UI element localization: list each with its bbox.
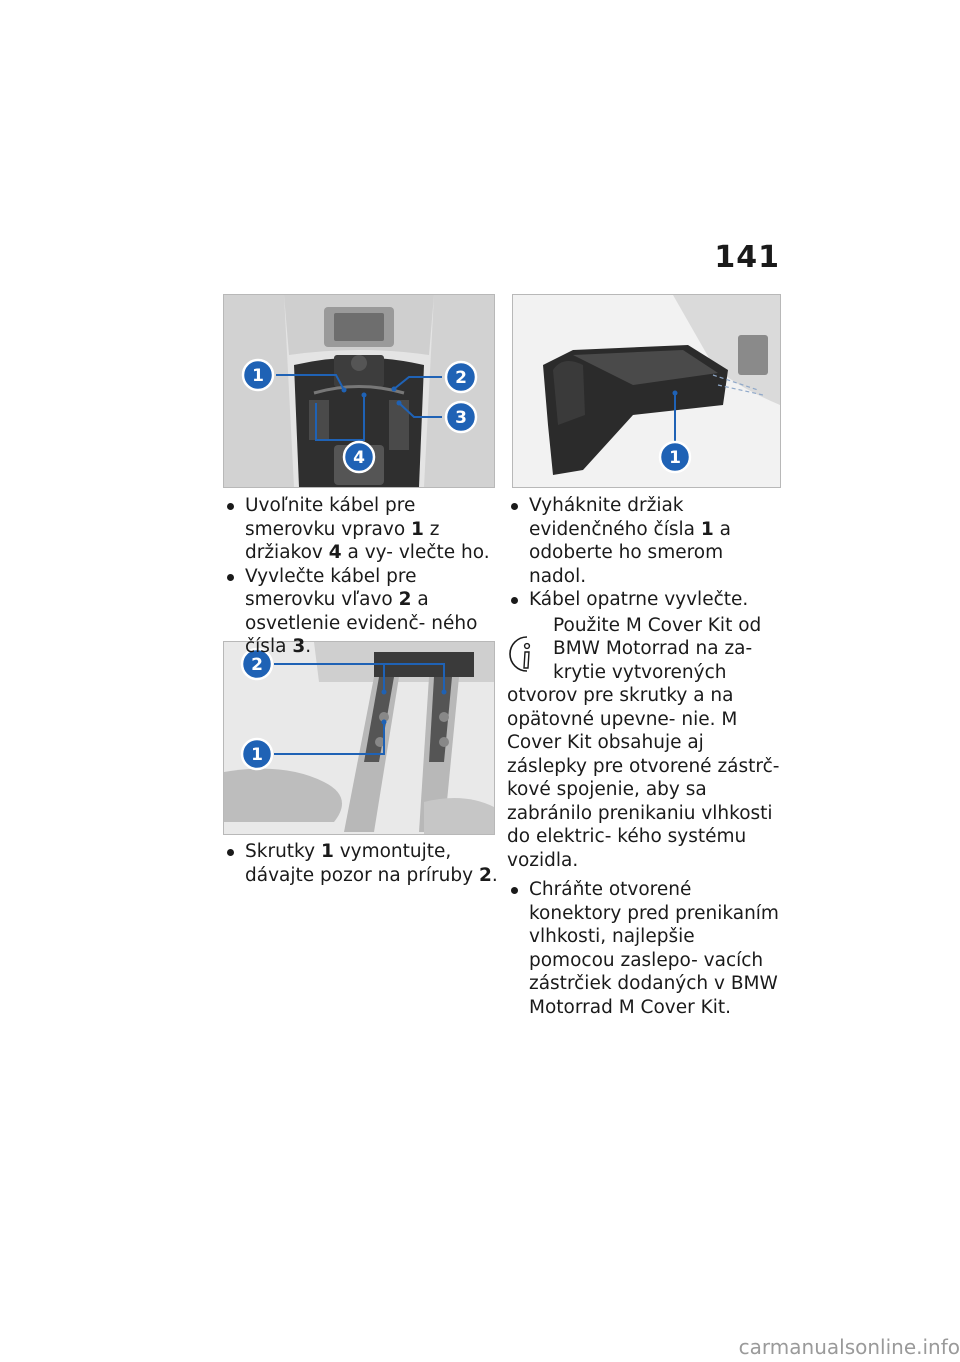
watermark: carmanualsonline.info [738,1335,960,1359]
callout-3 [446,402,476,432]
left-steps-2 [223,840,498,887]
figure-illustration [513,295,780,487]
svg-text:4: 4 [353,448,365,468]
callout-4 [344,442,374,472]
svg-text:1: 1 [251,745,263,765]
step-item: Skrutky 1 vymontujte, dávajte pozor na príruby 2. [223,840,498,887]
callout-1 [660,442,690,472]
note-text: Použite M Cover Kit od BMW Motorrad na za- krytie vytvorených otvorov pre skrutky a na opätovné upevne- nie. M Cover Kit obsahuje aj záslepky pre otvorené zástrč- kové spojenie, aby sa zabránilo prenikaniu vlhkosti do elektric- kého systému vozidla. [507,614,780,871]
right-column [507,494,782,1019]
svg-text:2: 2 [455,368,467,388]
info-icon [507,634,547,680]
svg-text:1: 1 [252,366,264,386]
step-item: Vyvlečte kábel pre smerovku vľavo 2 a osvetlenie evidenč- ného čísla 3. [223,565,498,659]
figure-screws-flanges [223,641,495,835]
svg-text:3: 3 [455,408,467,428]
info-note [507,614,782,873]
step-item: Uvoľnite kábel pre smerovku vpravo 1 z držiakov 4 a vy- vlečte ho. [223,494,498,565]
left-steps-1 [223,494,498,659]
step-item: Vyháknite držiak evidenčného čísla 1 a odoberte ho smerom nadol. [507,494,782,588]
figure-illustration [224,295,494,487]
svg-text:2: 2 [251,655,263,675]
step-item: Kábel opatrne vyvlečte. [507,588,782,612]
svg-text:1: 1 [669,448,681,468]
figure-license-plate-holder [512,294,781,488]
callout-2 [446,362,476,392]
page-number: 141 [714,240,780,275]
callout-1 [243,360,273,390]
step-item: Chráňte otvorené konektory pred prenikaním vlhkosti, najlepšie pomocou zaslepo- vacích zástrčiek dodaných v BMW Motorrad M Cover Kit. [507,878,782,1019]
callout-1 [242,739,272,769]
figure-illustration [224,642,494,834]
figure-turn-signal-cables [223,294,495,488]
